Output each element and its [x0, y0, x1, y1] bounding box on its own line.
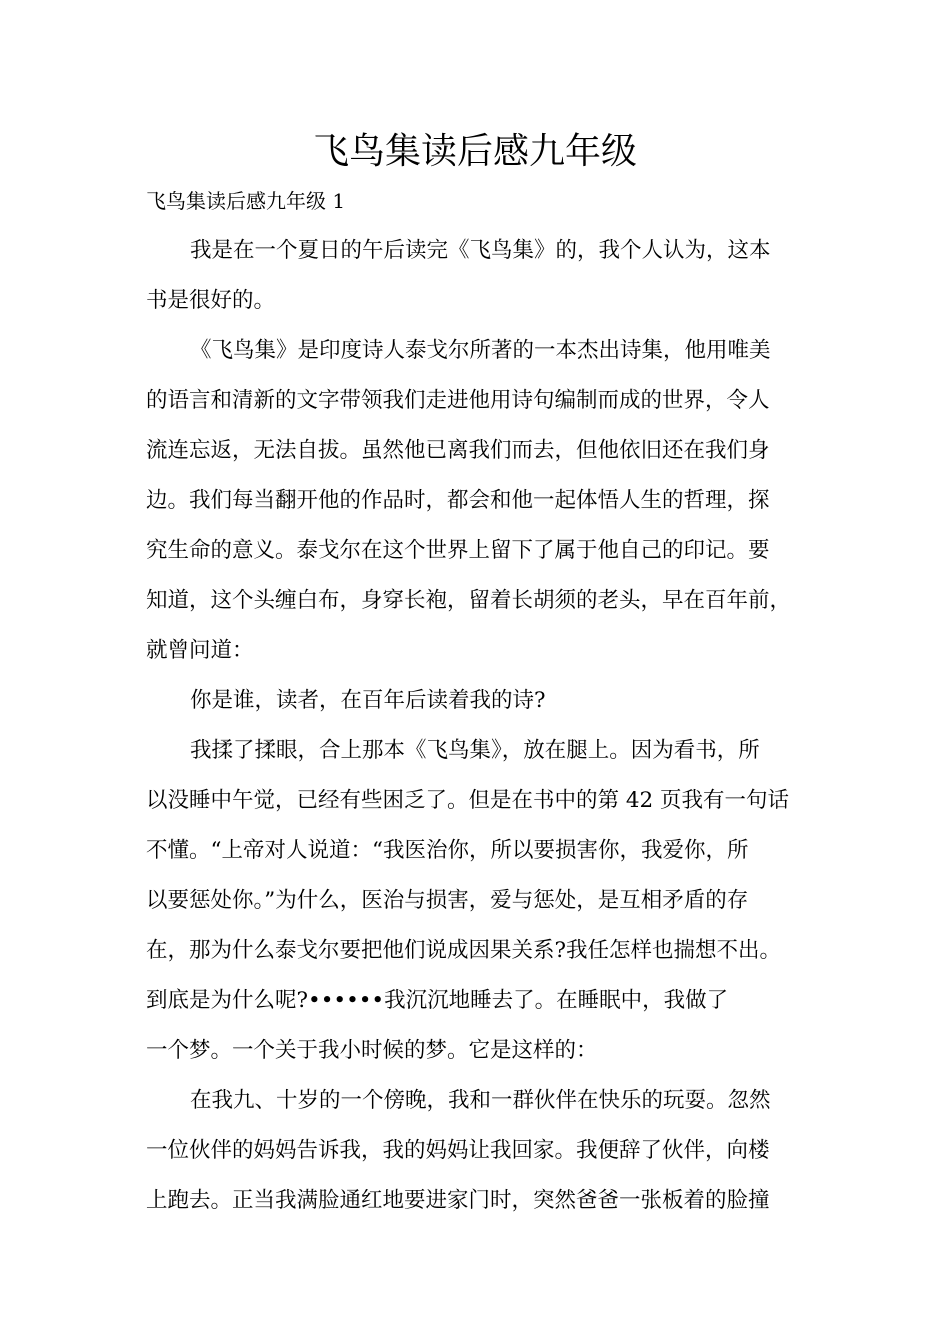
paragraph-line: 一个梦。一个关于我小时候的梦。它是这样的： [146, 1038, 598, 1063]
paragraph-line: 在，那为什么泰戈尔要把他们说成因果关系?我任怎样也揣想不出。 [146, 938, 782, 963]
paragraph-line: 一位伙伴的妈妈告诉我，我的妈妈让我回家。我便辞了伙伴，向楼 [146, 1138, 770, 1163]
paragraph-line: 上跑去。正当我满脸通红地要进家门时，突然爸爸一张板着的脸撞 [146, 1188, 770, 1213]
paragraph-line: 以要惩处你。”为什么，医治与损害，爱与惩处，是互相矛盾的存 [146, 888, 749, 913]
paragraph-line: 不懂。“上帝对人说道：“我医治你，所以要损害你，我爱你，所 [146, 838, 749, 863]
paragraph-line: 就曾问道： [146, 638, 254, 663]
paragraph-line: 书是很好的。 [146, 288, 276, 313]
document-title: 飞鸟集读后感九年级 [312, 131, 637, 172]
paragraph-line: 到底是为什么呢?••••••我沉沉地睡去了。在睡眠中，我做了 [146, 988, 729, 1013]
paragraph-line: 我揉了揉眼，合上那本《飞鸟集》，放在腿上。因为看书，所 [190, 738, 760, 763]
paragraph-line: 的语言和清新的文字带领我们走进他用诗句编制而成的世界，令人 [146, 388, 770, 413]
paragraph-line: 在我九、十岁的一个傍晚，我和一群伙伴在快乐的玩耍。忽然 [190, 1088, 771, 1113]
paragraph-line: 究生命的意义。泰戈尔在这个世界上留下了属于他自己的印记。要 [146, 538, 770, 563]
paragraph-line: 《飞鸟集》是印度诗人泰戈尔所著的一本杰出诗集，他用唯美 [190, 338, 771, 363]
document-subtitle: 飞鸟集读后感九年级 1 [146, 189, 346, 213]
paragraph-line: 你是谁，读者，在百年后读着我的诗? [190, 688, 546, 713]
paragraph-line: 知道，这个头缠白布，身穿长袍，留着长胡须的老头，早在百年前， [146, 588, 792, 613]
paragraph-line: 以没睡中午觉，已经有些困乏了。但是在书中的第 42 页我有一句话 [146, 788, 790, 813]
paragraph-line: 流连忘返，无法自拔。虽然他已离我们而去，但他依旧还在我们身 [146, 438, 770, 463]
paragraph-line: 边。我们每当翻开他的作品时，都会和他一起体悟人生的哲理，探 [146, 488, 770, 513]
paragraph-line: 我是在一个夏日的午后读完《飞鸟集》的，我个人认为，这本 [190, 238, 771, 263]
